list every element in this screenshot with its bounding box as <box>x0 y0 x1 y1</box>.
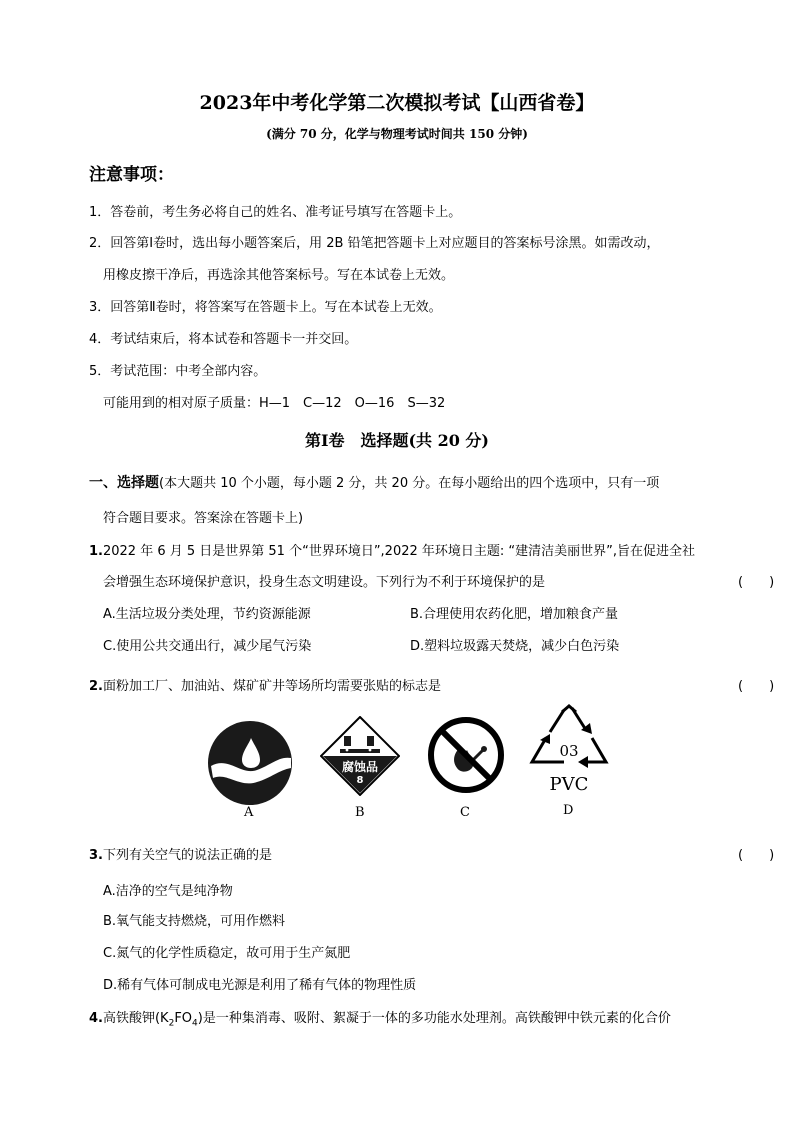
part-label: 一、选择题 <box>89 475 159 491</box>
part-description: (本大题共 10 个小题，每小题 2 分，共 20 分。在每小题给出的四个选项中，只有一项 <box>159 476 660 491</box>
question-2 <box>89 675 441 694</box>
question-1-text-continued: 会增强生态环境保护意识，投身生态文明建设。下列行为不利于环境保护的是 <box>103 575 546 590</box>
formula-subscript: 4 <box>192 1018 198 1029</box>
atomic-mass-line: 可能用到的相对原子质量：H—1 C—12 O—16 S—32 <box>103 396 446 411</box>
answer-bracket: ( ) <box>738 848 775 863</box>
corrosive-class-number: 8 <box>356 775 364 786</box>
option-a: A.洁净的空气是纯净物 <box>103 884 233 899</box>
question-3 <box>89 844 272 863</box>
sign-label-c: C <box>460 805 470 820</box>
no-fire-sign-icon <box>427 716 505 794</box>
option-d: D.稀有气体可制成电光源是利用了稀有气体的物理性质 <box>103 978 417 993</box>
notice-item-continued: 用橡皮擦干净后，再选涂其他答案标号。写在本试卷上无效。 <box>103 268 455 283</box>
notice-item: 3．回答第Ⅱ卷时，将答案写在答题卡上。写在本试卷上无效。 <box>89 300 442 315</box>
pvc-recycle-sign-icon <box>526 704 612 770</box>
question-text: 面粉加工厂、加油站、煤矿矿井等场所均需要张贴的标志是 <box>102 679 441 694</box>
option-c: C.氮气的化学性质稳定，故可用于生产氮肥 <box>103 946 351 961</box>
notice-heading: 注意事项： <box>89 165 174 185</box>
question-text: FO <box>174 1011 193 1026</box>
question-text: 2022 年 6 月 5 日是世界第 51 个“世界环境日”,2022 年环境日主题: “建清洁美丽世界”,旨在促进全社 <box>102 544 696 559</box>
section-title: 第Ⅰ卷 选择题(共 20 分) <box>304 431 490 450</box>
question-1 <box>89 540 695 559</box>
page-subtitle: (满分 70 分，化学与物理考试时间共 150 分钟) <box>266 127 528 141</box>
question-number: 4. <box>89 1011 103 1026</box>
sign-label-d: D <box>563 803 574 818</box>
pvc-text: PVC <box>549 774 589 795</box>
option-b: B.合理使用农药化肥，增加粮食产量 <box>410 607 619 622</box>
option-a: A.生活垃圾分类处理，节约资源能源 <box>103 607 311 622</box>
sign-label-b: B <box>355 805 365 820</box>
question-number: 3. <box>89 848 103 863</box>
option-b: B.氧气能支持燃烧，可用作燃料 <box>103 914 286 929</box>
answer-bracket: ( ) <box>738 575 775 590</box>
option-d: D.塑料垃圾露天焚烧，减少白色污染 <box>410 639 620 654</box>
formula-subscript: 2 <box>168 1018 175 1029</box>
sign-label-a: A <box>244 805 254 820</box>
notice-item: 4．考试结束后，将本试卷和答题卡一并交回。 <box>89 332 358 347</box>
question-4 <box>89 1007 671 1029</box>
option-c: C.使用公共交通出行，减少尾气污染 <box>103 639 312 654</box>
pvc-resin-code: 03 <box>559 742 579 760</box>
question-number: 1. <box>89 544 103 559</box>
page-title: 2023年中考化学第二次模拟考试【山西省卷】 <box>199 92 595 114</box>
question-text: 高铁酸钾(K <box>102 1011 169 1026</box>
water-reactive-sign-icon <box>207 720 293 806</box>
corrosive-sign-text: 腐蚀品 <box>341 760 378 774</box>
question-text: )是一种集消毒、吸附、絮凝于一体的多功能水处理剂。高铁酸钾中铁元素的化合价 <box>197 1011 671 1026</box>
part-description-continued: 符合题目要求。答案涂在答题卡上) <box>103 511 304 526</box>
notice-item: 1．答卷前，考生务必将自己的姓名、准考证号填写在答题卡上。 <box>89 205 462 220</box>
part-instruction <box>89 472 659 492</box>
question-text: 下列有关空气的说法正确的是 <box>102 848 272 863</box>
question-number: 2. <box>89 679 103 694</box>
notice-item: 2．回答第Ⅰ卷时，选出每小题答案后，用 2B 铅笔把答题卡上对应题目的答案标号涂黑。如需改动， <box>89 236 660 251</box>
notice-item: 5．考试范围：中考全部内容。 <box>89 364 267 379</box>
answer-bracket: ( ) <box>738 679 775 694</box>
